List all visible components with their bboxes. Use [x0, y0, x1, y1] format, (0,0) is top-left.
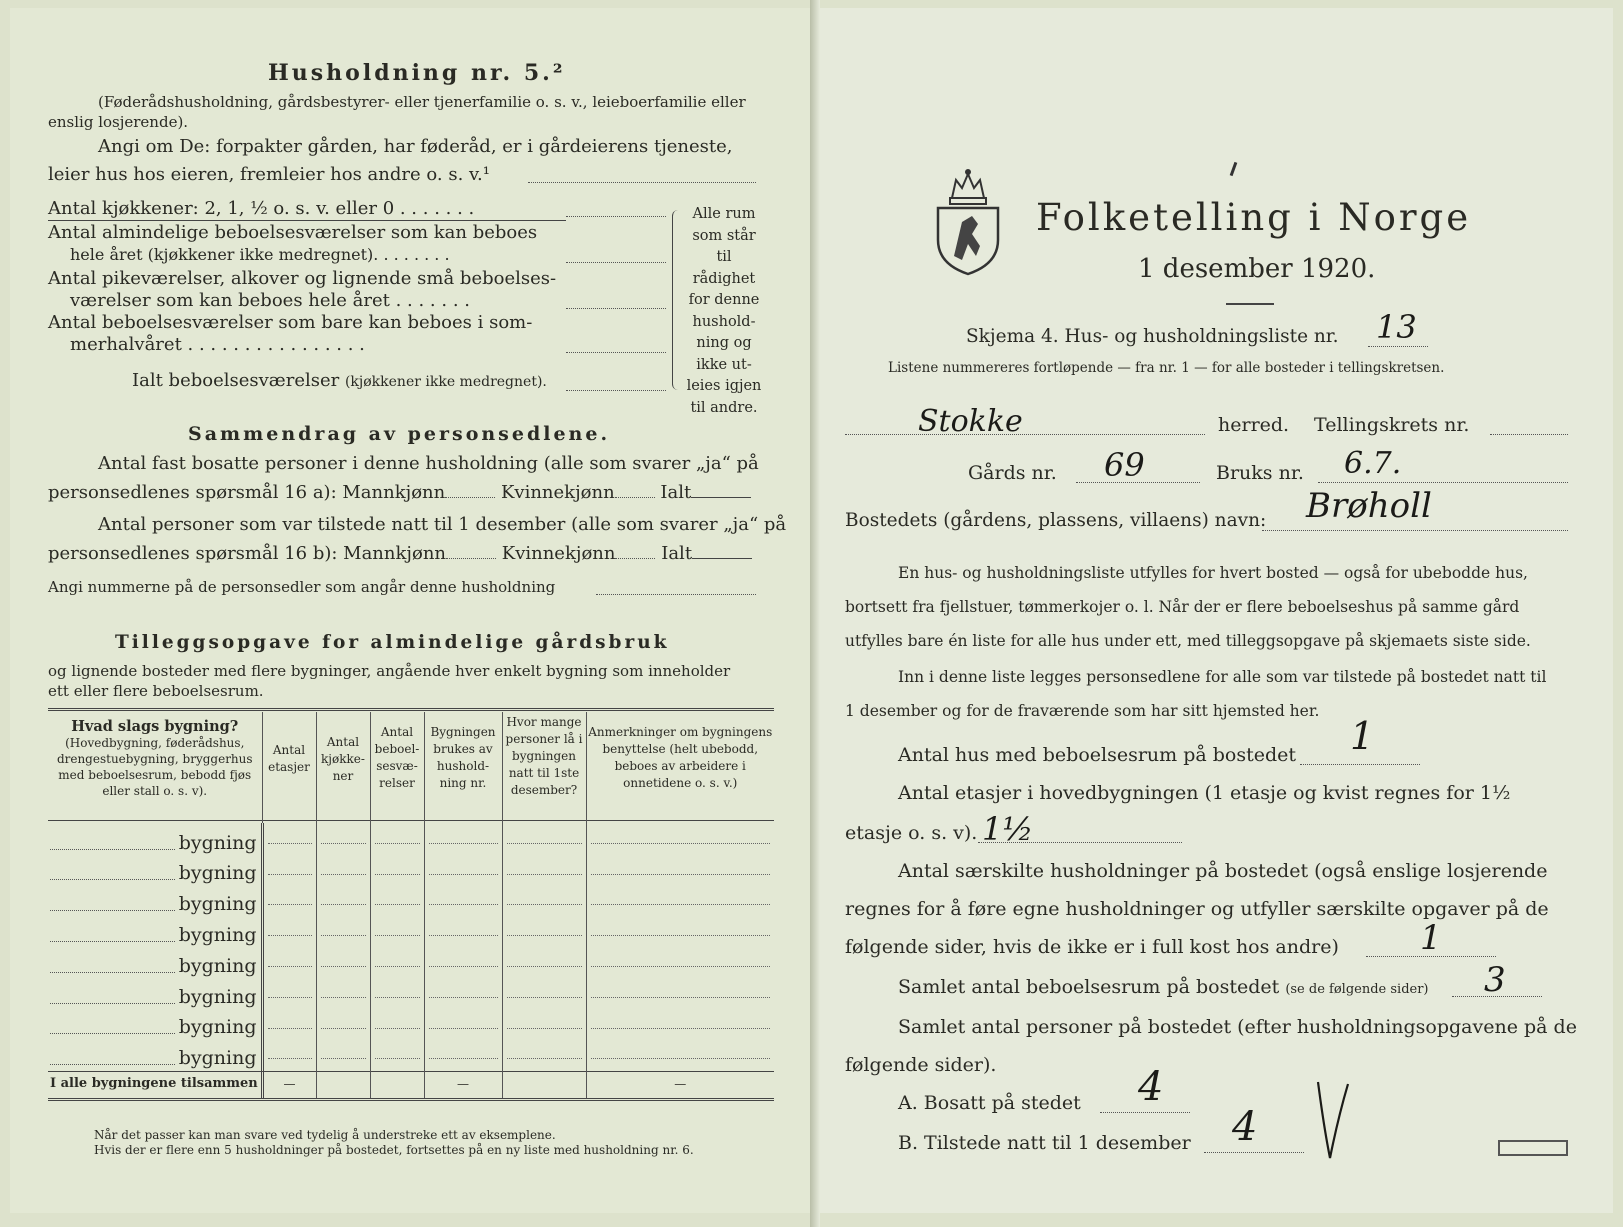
- rooms-cell[interactable]: [370, 1038, 424, 1069]
- household-nr-cell[interactable]: [424, 915, 502, 946]
- building-row: [48, 823, 774, 854]
- building-label: bygning: [178, 954, 257, 977]
- bosted-value[interactable]: Brøholl: [1306, 486, 1432, 526]
- herred-label: herred.: [1218, 414, 1290, 436]
- building-row: [48, 884, 774, 915]
- numbers-answer-line[interactable]: [596, 594, 756, 595]
- persons-cell[interactable]: [502, 1008, 586, 1039]
- rooms-cell[interactable]: [370, 823, 424, 854]
- bosted-line: [1262, 530, 1568, 531]
- cell-line: [591, 884, 771, 905]
- building-type-line[interactable]: [50, 1003, 175, 1004]
- supplement-desc-l2: ett eller flere beboelsesrum.: [48, 682, 264, 700]
- cell-line: [507, 915, 582, 936]
- gards-label: Gårds nr.: [968, 462, 1057, 484]
- cell-line: [321, 1008, 366, 1029]
- household-nr-cell[interactable]: [424, 1008, 502, 1039]
- brace: [672, 210, 681, 390]
- cell-line: [429, 884, 498, 905]
- cell-line: [429, 854, 498, 875]
- building-row: [48, 1038, 774, 1069]
- para1-l2: bortsett fra fjellstuer, tømmerkojer o. l. Når der er flere beboelseshus på samme gård: [845, 598, 1520, 616]
- numbers-line: Angi nummerne på de personsedler som angår denne husholdning: [48, 578, 556, 596]
- persons-cell[interactable]: [502, 1038, 586, 1069]
- cell-line: [429, 1038, 498, 1059]
- para2-l2: 1 desember og for de fraværende som har sitt hjemsted her.: [845, 702, 1320, 720]
- cell-line: [375, 915, 420, 936]
- header-rooms: Antal beboel-sesvæ-relser: [370, 712, 424, 823]
- q-persons-l2: følgende sider).: [845, 1054, 997, 1076]
- krets-answer-line[interactable]: [1490, 434, 1568, 435]
- question-maid-l2: værelser som kan beboes hele året . . . . . . .: [70, 290, 470, 311]
- total-rooms-note: (kjøkkener ikke medregnet).: [344, 374, 547, 390]
- cell-line: [375, 823, 420, 844]
- side-note: [684, 204, 764, 419]
- cell-line: [321, 854, 366, 875]
- cell-line: [591, 946, 771, 967]
- building-type-cell[interactable]: [48, 946, 262, 977]
- kitchens-cell[interactable]: [316, 854, 370, 885]
- a-line: [1100, 1112, 1190, 1113]
- building-type-line[interactable]: [50, 1033, 175, 1034]
- krets-label: Tellingskrets nr.: [1314, 414, 1470, 436]
- bosted-label: Bostedets (gårdens, plassens, villaens) navn:: [845, 510, 1267, 531]
- bruks-label: Bruks nr.: [1216, 462, 1304, 484]
- kitchens-cell[interactable]: [316, 977, 370, 1008]
- side-note-line: ikke ut-: [696, 356, 752, 373]
- building-row: [48, 915, 774, 946]
- q-floors-l1: Antal etasjer i hovedbygningen (1 etasje og kvist regnes for 1½: [898, 782, 1511, 804]
- summary-p1-l1: Antal fast bosatte personer i denne husholdning (alle som svarer „ja“ på: [98, 453, 759, 474]
- b-label: B. Tilstede natt til 1 desember: [898, 1132, 1191, 1154]
- persons-cell[interactable]: [502, 823, 586, 854]
- header-persons: Hvor mange personer lå i bygningen natt til 1ste desember?: [502, 712, 586, 823]
- remarks-cell[interactable]: [586, 1008, 774, 1039]
- q-totalrooms-note: (se de følgende sider): [1285, 982, 1429, 997]
- rooms-cell[interactable]: [370, 946, 424, 977]
- kitchens-cell[interactable]: [316, 915, 370, 946]
- schema-line: [1368, 346, 1428, 347]
- floors-cell[interactable]: [262, 977, 316, 1008]
- remarks-cell[interactable]: [586, 915, 774, 946]
- summer-answer-line[interactable]: [566, 352, 666, 353]
- q-houses-value[interactable]: 1: [1350, 714, 1375, 758]
- header-kitchens: Antal kjøkke-ner: [316, 712, 370, 823]
- q-floors-l2: etasje o. s. v).: [845, 822, 978, 844]
- header-building-type: [48, 712, 262, 823]
- q-totalrooms: [898, 976, 1429, 998]
- total-answer-1[interactable]: [691, 497, 751, 498]
- q-households-l3: følgende sider, hvis de ikke er i full kost hos andre): [845, 936, 1339, 958]
- remarks-cell[interactable]: [586, 977, 774, 1008]
- header-remarks: Anmerkninger om bygningens benyttelse (helt ubebodd, beboes av arbeidere i onnetidene o. s. v.): [588, 725, 773, 790]
- para1-l3: utfylles bare én liste for alle hus under ett, med tilleggsopgave på skjemaets siste side.: [845, 632, 1531, 650]
- building-type-cell[interactable]: [48, 854, 262, 885]
- cell-line: [321, 1038, 366, 1059]
- summary-title: Sammendrag av personsedlene.: [188, 423, 611, 445]
- kitchens-cell[interactable]: [316, 884, 370, 915]
- question-summer-l2: merhalvåret . . . . . . . . . . . . . . . .: [70, 334, 365, 355]
- remarks-cell[interactable]: [586, 823, 774, 854]
- intro-answer-line[interactable]: [528, 182, 756, 183]
- cell-line: [507, 823, 582, 844]
- male-answer-2[interactable]: [446, 558, 496, 559]
- cell-line: [507, 884, 582, 905]
- cell-line: [429, 915, 498, 936]
- question-maid-l1: Antal pikeværelser, alkover og lignende små beboelses-: [48, 268, 557, 289]
- side-note-line: rådighet: [692, 270, 756, 287]
- schema-label: Skjema 4. Hus- og husholdningsliste nr.: [966, 326, 1339, 347]
- cell-line: [375, 946, 420, 967]
- gards-value[interactable]: 69: [1104, 446, 1145, 484]
- total-label-1: Ialt: [660, 482, 692, 503]
- cell-line: [375, 884, 420, 905]
- building-label: bygning: [178, 1016, 257, 1039]
- total-remarks: —: [674, 1076, 687, 1091]
- q-households-l2: regnes for å føre egne husholdninger og utfyller særskilte opgaver på de: [845, 898, 1549, 920]
- building-row: [48, 854, 774, 885]
- question-summer-l1: Antal beboelsesværelser som bare kan beboes i som-: [48, 312, 533, 333]
- kitchens-answer-line[interactable]: [566, 216, 666, 217]
- building-row: [48, 1008, 774, 1039]
- male-label-2: personsedlenes spørsmål 16 b): Mannkjønn: [48, 543, 447, 564]
- persons-cell[interactable]: [502, 854, 586, 885]
- floors-cell[interactable]: [262, 1038, 316, 1069]
- remarks-cell[interactable]: [586, 884, 774, 915]
- rooms-answer-line[interactable]: [566, 262, 666, 263]
- male-label-1: personsedlenes spørsmål 16 a): Mannkjønn: [48, 482, 446, 503]
- floors-cell[interactable]: [262, 854, 316, 885]
- household-nr-cell[interactable]: [424, 977, 502, 1008]
- header-household-nr: Bygningen brukes av hushold-ning nr.: [424, 712, 502, 823]
- cell-line: [375, 977, 420, 998]
- para1-l1: En hus- og husholdningsliste utfylles for hvert bosted — også for ubebodde hus,: [898, 564, 1528, 582]
- cell-line: [268, 884, 312, 905]
- persons-cell[interactable]: [502, 946, 586, 977]
- building-type-line[interactable]: [50, 849, 175, 850]
- cell-line: [268, 1008, 312, 1029]
- herred-line: [845, 434, 1205, 435]
- supplement-desc-l1: og lignende bosteder med flere bygninger, angående hver enkelt bygning som inneholder: [48, 662, 731, 680]
- building-type-line[interactable]: [50, 972, 175, 973]
- b-line: [1204, 1152, 1304, 1153]
- cell-line: [591, 915, 771, 936]
- total-kitchens[interactable]: [316, 1069, 370, 1098]
- bruks-value[interactable]: 6.7.: [1344, 446, 1402, 481]
- remarks-cell[interactable]: [586, 946, 774, 977]
- building-type-line[interactable]: [50, 879, 175, 880]
- page-fold: [810, 0, 820, 1227]
- persons-cell[interactable]: [502, 884, 586, 915]
- table-total-label: I alle bygningene tilsammen: [48, 1069, 262, 1098]
- female-answer-1[interactable]: [615, 497, 655, 498]
- intro-line-1: Angi om De: forpakter gården, har føderåd, er i gårdeierens tjeneste,: [98, 136, 733, 157]
- cell-line: [429, 946, 498, 967]
- cell-line: [375, 1038, 420, 1059]
- cell-line: [375, 854, 420, 875]
- cell-line: [429, 823, 498, 844]
- cell-line: [591, 1038, 771, 1059]
- total-persons[interactable]: [502, 1069, 586, 1098]
- side-note-line: som står til: [692, 227, 756, 265]
- side-note-line: leies igjen: [686, 378, 762, 394]
- total-rooms-label: Ialt beboelsesværelser: [132, 370, 340, 391]
- rooms-cell[interactable]: [370, 915, 424, 946]
- household-nr-cell[interactable]: [424, 854, 502, 885]
- census-title: Folketelling i Norge: [1036, 196, 1472, 239]
- building-type-cell[interactable]: [48, 823, 262, 854]
- building-label: bygning: [178, 831, 257, 854]
- rooms-cell[interactable]: [370, 854, 424, 885]
- kitchens-cell[interactable]: [316, 1008, 370, 1039]
- floors-cell[interactable]: [262, 946, 316, 977]
- question-rooms-l1: Antal almindelige beboelsesværelser som kan beboes: [48, 222, 538, 243]
- summary-p2-l1: Antal personer som var tilstede natt til 1 desember (alle som svarer „ja“ på: [98, 514, 787, 535]
- schema-value[interactable]: 13: [1376, 308, 1417, 346]
- numbering-note: Listene nummereres fortløpende — fra nr. 1 — for alle bosteder i tellingskretsen.: [888, 360, 1445, 376]
- building-type-cell[interactable]: [48, 884, 262, 915]
- cell-line: [321, 884, 366, 905]
- building-label: bygning: [178, 862, 257, 885]
- building-type-line[interactable]: [50, 941, 175, 942]
- b-value[interactable]: 4: [1232, 1104, 1258, 1150]
- total-rooms-answer-line[interactable]: [566, 390, 666, 391]
- remarks-cell[interactable]: [586, 854, 774, 885]
- cell-line: [507, 946, 582, 967]
- summary-p1-l2: [48, 482, 751, 503]
- printer-stamp: [1498, 1140, 1568, 1156]
- title-rule: [1226, 303, 1274, 305]
- cell-line: [321, 823, 366, 844]
- header-floors: Antal etasjer: [262, 712, 316, 823]
- side-note-line: ning og: [696, 335, 752, 351]
- female-answer-2[interactable]: [615, 558, 655, 559]
- total-rooms[interactable]: [370, 1069, 424, 1098]
- cell-line: [268, 915, 312, 936]
- building-label: bygning: [178, 1047, 257, 1070]
- intro-line-2: leier hus hos eieren, fremleier hos andre o. s. v.¹: [48, 164, 490, 185]
- side-note-line: hushold-: [692, 313, 756, 330]
- side-note-line: til andre.: [690, 399, 758, 416]
- maid-answer-line[interactable]: [566, 308, 666, 309]
- rooms-cell[interactable]: [370, 884, 424, 915]
- header-building-type-desc: (Hovedbygning, føderådshus, drengestuebygning, bryggerhus med beboelsesrum, bebodd fjøs eller stall o. s. v).: [56, 736, 253, 798]
- cell-line: [591, 854, 771, 875]
- persons-cell[interactable]: [502, 977, 586, 1008]
- cell-line: [268, 977, 312, 998]
- census-date: 1 desember 1920.: [1138, 254, 1376, 284]
- cell-line: [321, 946, 366, 967]
- building-type-line[interactable]: [50, 1064, 175, 1065]
- q-totalrooms-label: Samlet antal beboelsesrum på bostedet: [898, 976, 1280, 998]
- building-row: [48, 946, 774, 977]
- cell-line: [268, 823, 312, 844]
- question-rooms-l2: hele året (kjøkkener ikke medregnet). . . . . . . .: [70, 245, 450, 264]
- cell-line: [268, 854, 312, 875]
- floors-cell[interactable]: [262, 884, 316, 915]
- divider: [48, 220, 566, 221]
- household-nr-cell[interactable]: [424, 884, 502, 915]
- header-building-type-title: Hvad slags bygning?: [71, 718, 239, 735]
- floors-cell[interactable]: [262, 823, 316, 854]
- cell-line: [268, 1038, 312, 1059]
- building-type-cell[interactable]: [48, 1008, 262, 1039]
- question-total-rooms: [132, 370, 547, 391]
- male-answer-1[interactable]: [445, 497, 495, 498]
- supplement-title: Tilleggsopgave for almindelige gårdsbruk: [115, 632, 670, 653]
- building-label: bygning: [178, 893, 257, 916]
- q-houses-line: [1300, 764, 1420, 765]
- q-totalrooms-value[interactable]: 3: [1484, 960, 1506, 1000]
- cell-line: [507, 1008, 582, 1029]
- cell-line: [429, 977, 498, 998]
- cell-line: [591, 823, 771, 844]
- cell-line: [375, 1008, 420, 1029]
- building-label: bygning: [178, 985, 257, 1008]
- cell-line: [268, 946, 312, 967]
- q-floors-value[interactable]: 1½: [982, 810, 1034, 848]
- cell-line: [591, 977, 771, 998]
- check-mark-icon: [1314, 1078, 1354, 1164]
- building-type-cell[interactable]: [48, 977, 262, 1008]
- q-households-l1: Antal særskilte husholdninger på bostedet (også enslige losjerende: [898, 860, 1548, 882]
- herred-value[interactable]: Stokke: [918, 404, 1023, 439]
- cell-line: [321, 915, 366, 936]
- table-bottom-rule: [48, 1098, 774, 1101]
- female-label-1: Kvinnekjønn: [500, 482, 615, 503]
- persons-cell[interactable]: [502, 915, 586, 946]
- q-households-value[interactable]: 1: [1420, 918, 1442, 958]
- floors-cell[interactable]: [262, 915, 316, 946]
- floors-cell[interactable]: [262, 1008, 316, 1039]
- remarks-cell[interactable]: [586, 1038, 774, 1069]
- cell-line: [507, 854, 582, 875]
- rooms-cell[interactable]: [370, 977, 424, 1008]
- total-answer-2[interactable]: [692, 558, 752, 559]
- building-type-cell[interactable]: [48, 1038, 262, 1069]
- q-persons-l1: Samlet antal personer på bostedet (efter husholdningsopgavene på de: [898, 1016, 1577, 1038]
- household-nr-cell[interactable]: [424, 1038, 502, 1069]
- total-household: —: [424, 1069, 502, 1098]
- kitchens-cell[interactable]: [316, 823, 370, 854]
- side-note-line: for denne: [688, 292, 760, 308]
- female-label-2: Kvinnekjønn: [501, 543, 616, 564]
- table-top-rule: [48, 708, 774, 711]
- building-type-cell[interactable]: [48, 915, 262, 946]
- household-nr-cell[interactable]: [424, 823, 502, 854]
- household-title: Husholdning nr. 5.²: [268, 60, 566, 86]
- bruks-line: [1318, 482, 1568, 483]
- footnote-1: Når det passer kan man svare ved tydelig å understreke ett av eksemplene.: [94, 1128, 556, 1142]
- side-note-line: Alle rum: [692, 206, 756, 222]
- cell-line: [429, 1008, 498, 1029]
- summary-p2-l2: [48, 543, 752, 564]
- para2-l1: Inn i denne liste legges personsedlene for alle som var tilstede på bostedet natt til: [898, 668, 1547, 686]
- cell-line: [507, 977, 582, 998]
- household-subtitle: (Føderådshusholdning, gårdsbestyrer- eller tjenerfamilie o. s. v., leieboerfamilie eller enslig losjerende).: [48, 93, 746, 131]
- kitchens-cell[interactable]: [316, 946, 370, 977]
- kitchens-cell[interactable]: [316, 1038, 370, 1069]
- footnote-2: Hvis der er flere enn 5 husholdninger på bostedet, fortsettes på en ny liste med husholdning nr. 6.: [94, 1143, 694, 1157]
- total-floors: —: [262, 1069, 316, 1098]
- cell-line: [507, 1038, 582, 1059]
- a-label: A. Bosatt på stedet: [898, 1092, 1081, 1114]
- cell-line: [591, 1008, 771, 1029]
- total-label-2: Ialt: [661, 543, 693, 564]
- building-row: [48, 977, 774, 1008]
- building-table: [48, 712, 774, 1098]
- a-value[interactable]: 4: [1138, 1064, 1164, 1110]
- coat-of-arms-icon: [932, 164, 1004, 276]
- question-kitchens: Antal kjøkkener: 2, 1, ½ o. s. v. eller 0 . . . . . . .: [48, 198, 475, 219]
- building-label: bygning: [178, 924, 257, 947]
- rooms-cell[interactable]: [370, 1008, 424, 1039]
- q-houses-label: Antal hus med beboelsesrum på bostedet: [898, 744, 1297, 766]
- building-type-line[interactable]: [50, 910, 175, 911]
- cell-line: [321, 977, 366, 998]
- household-nr-cell[interactable]: [424, 946, 502, 977]
